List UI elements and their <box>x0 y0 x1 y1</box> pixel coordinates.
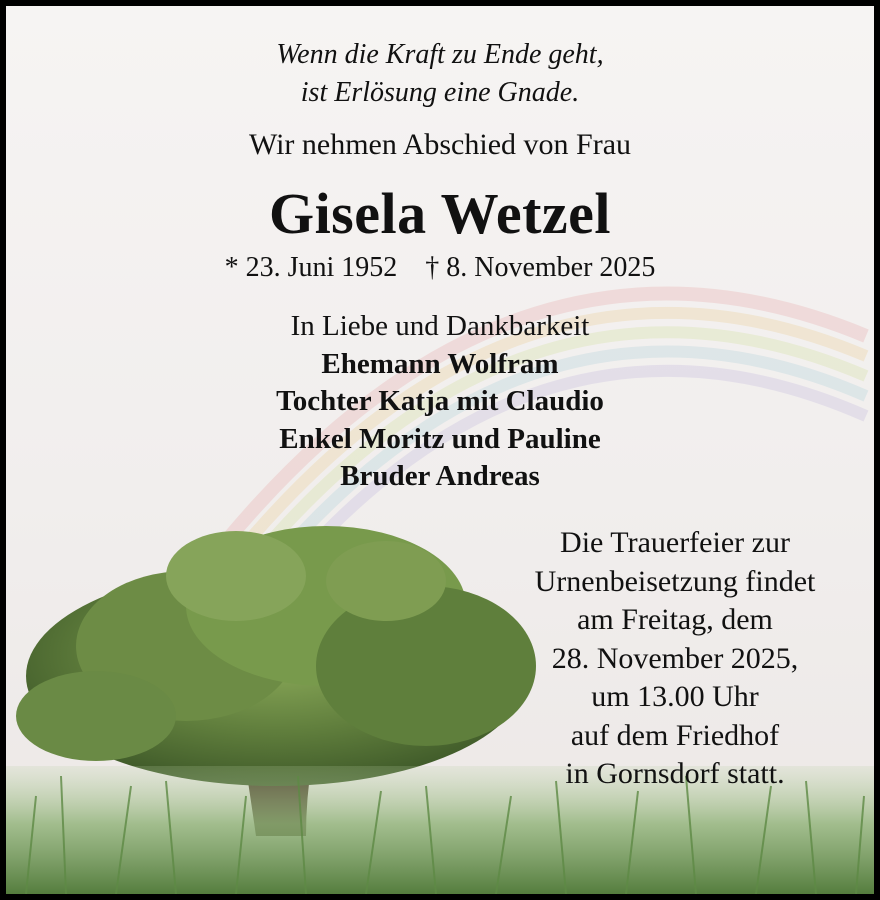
birth-date: * 23. Juni 1952 <box>224 252 398 283</box>
service-line: Urnenbeisetzung findet <box>534 564 816 598</box>
funeral-service-info <box>510 524 840 794</box>
service-line: um 13.00 Uhr <box>591 680 759 713</box>
motto <box>6 36 874 112</box>
mourner-name: Tochter Katja mit Claudio <box>276 385 604 417</box>
mourner-name: Ehemann Wolfram <box>321 347 559 380</box>
service-line: in Gornsdorf statt. <box>565 757 785 790</box>
death-date: † 8. November 2025 <box>425 252 656 283</box>
service-line: 28. November 2025, <box>551 641 799 675</box>
service-line: am Freitag, dem <box>577 603 773 636</box>
intro-text: Wir nehmen Abschied von Frau <box>248 128 632 161</box>
mourner-name: Bruder Andreas <box>340 460 540 492</box>
service-line: Die Trauerfeier zur <box>560 526 790 559</box>
deceased-name: Gisela Wetzel <box>268 181 612 246</box>
service-line: auf dem Friedhof <box>570 718 780 752</box>
mourner-name: Enkel Moritz und Pauline <box>279 422 601 455</box>
motto-line: ist Erlösung eine Gnade. <box>300 77 580 108</box>
motto-line: Wenn die Kraft zu Ende geht, <box>276 39 604 70</box>
mourners <box>6 308 874 496</box>
mourners-intro: In Liebe und Dankbarkeit <box>290 310 590 342</box>
life-dates <box>6 250 874 286</box>
